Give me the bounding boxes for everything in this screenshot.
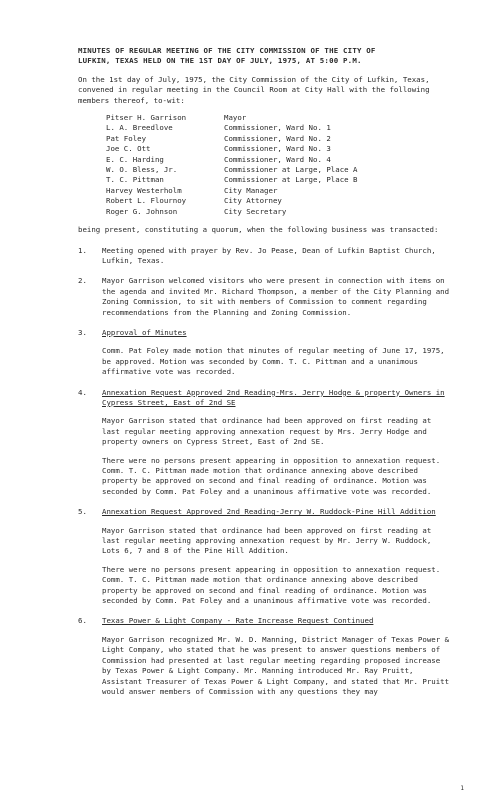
item-title: Annexation Request Approved 2nd Reading-Jerry W. Ruddock-Pine Hill Addition [102,507,436,517]
agenda-item [78,276,450,318]
member-title: Commissioner at Large, Place A [224,165,358,175]
member-name: L. A. Breedlove [106,123,173,133]
member-title: City Secretary [224,206,287,216]
item-number: 5. [78,507,87,517]
member-row [106,186,358,196]
item-title: Annexation Request Approved 2nd Reading-Mrs. Jerry Hodge & property Owners in Cypress Street, East of 2nd SE [102,387,445,407]
item-body [102,616,450,697]
member-title: Commissioner, Ward No. 1 [224,123,331,133]
member-title: Commissioner at Large, Place B [224,175,358,185]
item-body [102,388,450,498]
member-row [106,165,358,175]
member-name: Roger G. Johnson [106,206,178,216]
member-name: Pitser H. Garrison [106,113,187,123]
member-name: W. O. Bless, Jr. [106,165,178,175]
member-name: Pat Foley [106,133,147,143]
item-paragraph: Mayor Garrison stated that ordinance had been approved on first reading at last regular meeting approving annexation request by Mrs. Jerry Hodge and property owners on Cypress Street, East of 2nd SE. [102,416,432,447]
member-row [106,123,358,133]
minutes-heading-line-2: LUFKIN, TEXAS HELD ON THE 1ST DAY OF JULY, 1975, AT 5:00 P.M. [78,56,362,66]
item-title: Texas Power & Light Company - Rate Increase Request Continued [102,616,374,626]
member-title: City Attorney [224,196,282,206]
member-name: Robert L. Flournoy [106,196,187,206]
item-body [102,507,450,606]
member-row [106,113,358,123]
page-number: 1 [460,784,464,792]
member-title: Mayor [224,113,247,123]
members-roster [106,113,358,217]
member-name: Joe C. Ott [106,144,151,154]
item-paragraph: Mayor Garrison welcomed visitors who were present in connection with items on the agenda and invited Mr. Richard Thompson, a member of the City Planning and Zoning Commission, to sit with members of Commission to comment regarding recommendations from the Planning and Zoning Commission. [102,276,450,317]
agenda-item [78,388,450,498]
minutes-heading-line-1: MINUTES OF REGULAR MEETING OF THE CITY COMMISSION OF THE CITY OF [78,46,376,55]
item-number: 4. [78,387,87,397]
item-paragraph: Mayor Garrison recognized Mr. W. D. Manning, District Manager of Texas Power & Light Company, who stated that he was present to answer questions members of Commission had presented at last regular meeting regarding proposed increase by Texas Power & Light Company. Mr. Manning introduced Mr. Ray Pruitt, Assistant Treasurer of Texas Power & Light Company, and stated that Mr. Pruitt would answer members of Commission with any questions they may [102,634,450,696]
item-body [102,276,450,318]
item-number: 2. [78,276,87,286]
item-paragraph: Mayor Garrison stated that ordinance had been approved on first reading at last regular meeting approving annexation request by Mr. Jerry W. Ruddock, Lots 6, 7 and 8 of the Pine Hill Addition. [102,525,432,556]
member-name: Harvey Westerholm [106,185,182,195]
item-body [102,328,450,378]
member-row [106,144,358,154]
member-row [106,196,358,206]
member-title: Commissioner, Ward No. 2 [224,133,331,143]
item-paragraph: Meeting opened with prayer by Rev. Jo Pease, Dean of Lufkin Baptist Church, Lufkin, Texas. [102,245,436,265]
member-row [106,207,358,217]
member-name: T. C. Pittman [106,175,164,185]
member-row [106,134,358,144]
item-body [102,246,450,267]
agenda-item [78,507,450,606]
member-title: City Manager [224,185,278,195]
member-title: Commissioner, Ward No. 4 [224,154,331,164]
member-row [106,175,358,185]
item-paragraph: Comm. Pat Foley made motion that minutes of regular meeting of June 17, 1975, be approved. Motion was seconded by Comm. T. C. Pittman and a unanimous affirmative vote was recorded. [102,346,445,377]
member-name: E. C. Harding [106,154,164,164]
agenda-items [78,246,450,698]
agenda-item [78,616,450,697]
item-number: 6. [78,616,87,626]
item-paragraph: There were no persons present appearing in opposition to annexation request. Comm. T. C. Pittman made motion that ordinance annexing above described property be approved on second and final reading of ordinance. Motion was seconded by Comm. Pat Foley and a unanimous affirmative vote was recorded. [102,455,441,496]
item-number: 1. [78,245,87,255]
item-title: Approval of Minutes [102,327,187,337]
quorum-statement: being present, constituting a quorum, when the following business was transacted: [78,225,439,235]
item-number: 3. [78,327,87,337]
agenda-item [78,328,450,378]
agenda-item [78,246,450,267]
member-row [106,155,358,165]
item-paragraph: There were no persons present appearing in opposition to annexation request. Comm. T. C. Pittman made motion that ordinance annexing above described property be approved on second and final reading of ordinance. Motion was seconded by Comm. Pat Foley and a unanimous affirmative vote was recorded. [102,564,441,606]
member-title: Commissioner, Ward No. 3 [224,144,331,154]
opening-paragraph: On the 1st day of July, 1975, the City Commission of the City of Lufkin, Texas, convened in regular meeting in the Council Room at City Hall with the following members thereof, to-wit: [78,74,430,105]
